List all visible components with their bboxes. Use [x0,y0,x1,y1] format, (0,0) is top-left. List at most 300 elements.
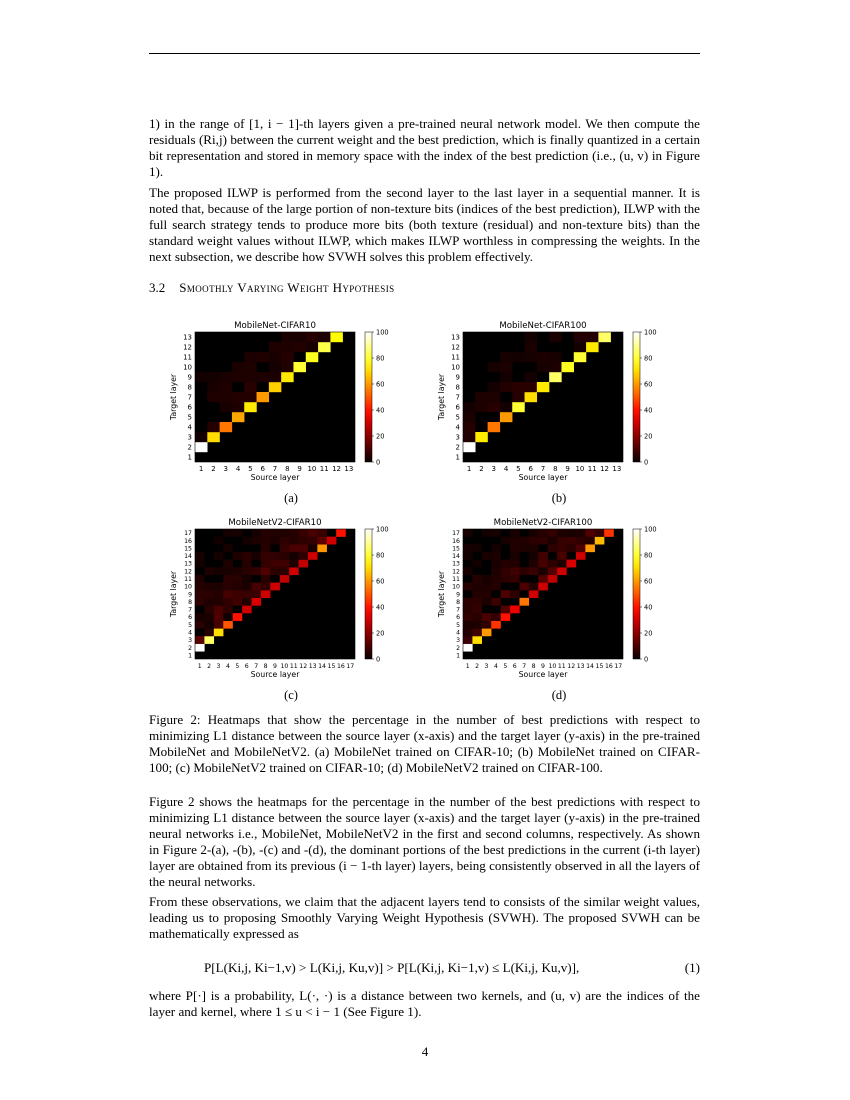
section-title: Smoothly Varying Weight Hypothesis [179,280,395,295]
heatmap-cell [280,552,290,560]
y-tick-label: 12 [451,343,460,352]
x-tick-label: 10 [307,465,317,473]
heatmap-cell [463,422,476,432]
heatmap-cell [270,537,280,545]
heatmap-cell [251,567,261,575]
heatmap-cell [244,372,257,382]
heatmap-cell [525,332,538,342]
heatmap-cell [595,529,605,537]
heatmap-cell [244,402,257,412]
heatmap-cell [269,372,282,382]
heatmap-cell [557,529,567,537]
colorbar-tick-label: 100 [376,525,389,534]
x-tick-label: 1 [198,465,204,473]
chart-title: MobileNetV2-CIFAR10 [228,518,322,528]
y-tick-label: 4 [188,629,192,637]
x-tick-label: 12 [600,465,609,473]
heatmap-cell [510,567,520,575]
heatmap-c [160,512,420,677]
heatmap-cell [261,575,271,583]
heatmap-cell [280,567,290,575]
x-tick-label: 8 [531,663,536,670]
heatmap-cell [207,382,220,392]
heatmap-cell [510,544,520,552]
x-tick-label: 5 [248,465,253,473]
heatmap-cell [214,605,224,613]
equation-body: P[L(Ki,j, Ki−1,v) > L(Ki,j, Ku,v)] > P[L(Ki,j, Ki−1,v) ≤ L(Ki,j, Ku,v)], [204,960,580,975]
heatmap-cell [537,382,550,392]
heatmap-cell [567,544,577,552]
heatmap-cell [463,432,476,442]
colorbar-tick-label: 60 [644,380,653,389]
heatmap-cell [257,372,270,382]
heatmap-cell [336,529,346,537]
heatmap-cell [204,613,214,621]
y-tick-label: 9 [456,591,460,599]
heatmap-cell [242,598,252,606]
x-tick-label: 7 [522,663,527,670]
heatmap-cell [281,362,294,372]
heatmap-cell [586,342,599,352]
y-tick-label: 2 [455,443,460,452]
colorbar [633,332,640,462]
y-tick-label: 1 [188,652,192,660]
colorbar-tick-label: 60 [376,380,385,389]
colorbar-tick-label: 0 [376,458,381,467]
x-tick-label: 13 [344,465,354,473]
x-tick-label: 1 [466,465,472,473]
heatmap-cell [576,537,586,545]
heatmap-cell [463,529,473,537]
heatmap-cell [223,621,233,629]
heatmap-cell [195,583,205,591]
heatmap-cell [501,560,511,568]
y-tick-label: 7 [456,606,460,614]
colorbar-tick-label: 20 [376,629,385,638]
y-tick-label: 9 [188,591,192,599]
heatmap-cell [557,544,567,552]
heatmap-cell [195,621,205,629]
x-tick-label: 14 [586,663,594,670]
colorbar-tick-label: 80 [644,354,653,363]
y-tick-label: 11 [183,353,192,362]
x-tick-label: 6 [260,465,265,473]
heatmap-cell [549,332,562,342]
y-tick-label: 5 [187,413,192,422]
heatmap-cell [463,644,473,652]
heatmap-cell [214,567,224,575]
heatmap-cell [195,613,205,621]
heatmap-cell [261,537,271,545]
heatmap-cell [317,544,327,552]
x-tick-label: 10 [548,663,557,670]
x-tick-label: 7 [540,465,546,473]
x-tick-label: 8 [285,465,290,473]
heatmap-cell [233,529,243,537]
heatmap-cell [525,382,538,392]
heatmap-cell [475,432,488,442]
x-tick-label: 17 [614,663,623,670]
heatmap-cell [232,362,245,372]
y-tick-label: 2 [187,443,192,452]
heatmap-cell [270,583,280,591]
heatmap-cell [242,575,252,583]
y-tick-label: 6 [188,614,192,622]
sublabel-d: (d) [551,688,567,702]
heatmap-cell [270,529,280,537]
heatmap-cell [491,552,501,560]
heatmap-cell [574,332,587,342]
heatmap-cell [270,567,280,575]
heatmap-cell [510,552,520,560]
heatmap-cell [482,590,492,598]
y-tick-label: 3 [188,637,192,645]
y-tick-label: 8 [187,383,192,392]
heatmap-cell [538,567,548,575]
heatmap-cell [501,613,511,621]
x-tick-label: 1 [465,663,470,670]
heatmap-cell [261,529,271,537]
heatmap-cell [482,613,492,621]
heatmap-cell [327,537,337,545]
heatmap-cell [232,402,245,412]
y-tick-label: 10 [184,583,192,591]
page-number: 4 [421,1044,429,1059]
colorbar-tick-label: 80 [376,354,385,363]
heatmap-cell [538,575,548,583]
y-axis-label: Target layer [437,373,446,421]
heatmap-cell [488,402,501,412]
y-tick-label: 2 [456,644,460,652]
heatmap-cell [574,352,587,362]
heatmap-cell [501,605,511,613]
heatmap-cell [482,552,492,560]
heatmap-cell [214,552,224,560]
heatmap-cell [538,560,548,568]
colorbar-tick-label: 40 [644,603,653,612]
y-tick-label: 3 [456,637,460,645]
heatmap-cell [519,544,529,552]
y-tick-label: 12 [452,568,460,576]
heatmap-cell [472,598,482,606]
x-tick-label: 6 [528,465,533,473]
heatmap-cell [242,567,252,575]
heatmap-cell [195,590,205,598]
heatmap-cell [223,605,233,613]
heatmap-cell [463,598,473,606]
x-tick-label: 15 [327,663,336,670]
heatmap-cell [280,575,290,583]
heatmap-b [428,315,688,480]
heatmap-cell [233,590,243,598]
y-tick-label: 11 [452,576,460,584]
heatmap-cell [491,598,501,606]
heatmap-cell [299,537,309,545]
heatmap-cell [472,636,482,644]
heatmap-cell [500,352,513,362]
y-tick-label: 15 [184,545,192,553]
heatmap-cell [576,529,586,537]
heatmap-cell [244,382,257,392]
heatmap-cell [220,422,233,432]
heatmap-cell [233,575,243,583]
heatmap-cell [269,382,282,392]
y-tick-label: 10 [452,583,460,591]
heatmap-cell [299,544,309,552]
heatmap-cell [463,621,473,629]
heatmap-cell [233,567,243,575]
heatmap-a [160,315,420,480]
y-tick-label: 13 [452,560,460,568]
y-axis-label: Target layer [437,570,446,618]
heatmap-cell [251,590,261,598]
heatmap-cell [232,372,245,382]
heatmap-cell [281,372,294,382]
heatmap-cell [232,392,245,402]
equation-1 [149,960,700,980]
figure-2 [160,315,690,700]
heatmap-cell [204,636,214,644]
x-tick-label: 2 [207,663,212,670]
heatmap-cell [195,598,205,606]
heatmap-cell [500,372,513,382]
heatmap-cell [251,598,261,606]
heatmap-cell [472,613,482,621]
heatmap-cell [557,537,567,545]
y-tick-label: 8 [456,598,460,606]
x-tick-label: 12 [299,663,308,670]
sublabel-b: (b) [551,491,567,505]
figure-panel-a [160,315,420,505]
heatmap-cell [525,372,538,382]
heatmap-cell [567,537,577,545]
heatmap-cell [585,529,595,537]
y-tick-label: 2 [188,644,192,652]
heatmap-cell [261,567,271,575]
heatmap-cell [548,567,558,575]
heatmap-cell [482,621,492,629]
heatmap-cell [512,352,525,362]
heatmap-cell [576,552,586,560]
x-tick-label: 6 [244,663,249,670]
heatmap-cell [519,567,529,575]
heatmap-cell [204,598,214,606]
y-tick-label: 13 [183,333,192,342]
x-tick-label: 16 [336,663,345,670]
heatmap-cell [280,560,290,568]
heatmap-cell [488,382,501,392]
x-tick-label: 10 [280,663,289,670]
x-tick-label: 4 [225,663,230,670]
section-number: 3.2 [149,280,166,295]
x-tick-label: 10 [575,465,585,473]
section-heading [149,280,700,296]
heatmap-cell [233,552,243,560]
heatmap-cell [318,342,331,352]
heatmap-cell [207,432,220,442]
heatmap-cell [318,332,331,342]
heatmap-cell [512,382,525,392]
x-tick-label: 5 [503,663,508,670]
y-tick-label: 12 [183,343,192,352]
x-tick-label: 2 [479,465,484,473]
heatmap-cell [463,442,476,452]
heatmap-cell [242,537,252,545]
heatmap-cell [214,537,224,545]
heatmap-cell [244,352,257,362]
colorbar-tick-label: 100 [376,328,389,337]
x-axis-label: Source layer [250,473,300,482]
x-tick-label: 12 [567,663,576,670]
heatmap-cell [548,575,558,583]
x-axis-label: Source layer [518,473,568,482]
heatmap-cell [281,332,294,342]
heatmap-cell [195,432,208,442]
heatmap-cell [233,583,243,591]
heatmap-cell [281,342,294,352]
paragraph-1: 1) in the range of [1, i − 1]-th layers given a pre-trained neural network model. We then compute the residuals (Ri,j) between the current weight and the best prediction, which is finally quantized in a certain bit representation and stored in memory space with the index of the best prediction (i.e., (u, v) in Figure 1). [149,116,700,179]
colorbar-tick-label: 20 [644,432,653,441]
heatmap-cell [538,552,548,560]
figure-panel-d [428,512,688,702]
paragraph-2: The proposed ILWP is performed from the second layer to the last layer in a sequential manner. It is noted that, because of the large portion of non-texture bits (indices of the best prediction), ILWP with the full search strategy tends to produce more bits (both texture (residual) and non-texture bits) than the standard weight values without ILWP, which makes ILWP worthless in compressing the weights. In the next subsection, we describe how SVWH solves this problem effectively. [149,185,700,264]
heatmap-cell [491,583,501,591]
heatmap-cell [576,544,586,552]
colorbar-tick-label: 60 [376,577,385,586]
colorbar-tick-label: 40 [376,406,385,415]
heatmap-cell [463,402,476,412]
heatmap-cell [244,392,257,402]
heatmap-cell [306,332,319,342]
heatmap-cell [549,372,562,382]
y-tick-label: 8 [188,598,192,606]
heatmap-cell [510,529,520,537]
heatmap-cell [214,583,224,591]
heatmap-cell [223,613,233,621]
heatmap-cell [207,422,220,432]
heatmap-cell [519,598,529,606]
x-tick-label: 3 [484,663,489,670]
x-tick-label: 13 [308,663,317,670]
colorbar-tick-label: 40 [376,603,385,612]
figure-caption: Figure 2: Heatmaps that show the percentage in the number of best predictions with respect to minimizing L1 distance between the source layer (x-axis) and the target layer (y-axis) in the pre-trained MobileNet and MobileNetV2. (a) MobileNet trained on CIFAR-10; (b) MobileNet trained on CIFAR-100; (c) MobileNetV2 trained on CIFAR-10; (d) MobileNetV2 trained on CIFAR-100. [149,712,700,775]
y-tick-label: 1 [187,453,192,462]
heatmap-cell [463,412,476,422]
x-tick-label: 9 [541,663,545,670]
y-tick-label: 7 [188,606,192,614]
heatmap-cell [586,332,599,342]
y-axis-label: Target layer [169,373,178,421]
y-tick-label: 16 [184,537,192,545]
y-tick-label: 6 [455,403,460,412]
heatmap-cell [500,382,513,392]
heatmap-cell [204,605,214,613]
heatmap-cell [306,342,319,352]
heatmap-cell [500,402,513,412]
y-tick-label: 11 [184,576,192,584]
heatmap-cell [472,590,482,598]
heatmap-cell [529,583,539,591]
heatmap-cell [251,537,261,545]
heatmap-cell [519,583,529,591]
chart-title: MobileNetV2-CIFAR100 [493,518,593,528]
paragraph-4: From these observations, we claim that the adjacent layers tend to consists of the similar weight values, leading us to proposing Smoothly Varying Weight Hypothesis (SVWH). The proposed SVWH can be mathematically expressed as [149,894,700,941]
y-tick-label: 1 [455,453,460,462]
heatmap-cell [299,529,309,537]
heatmap-cell [280,544,290,552]
heatmap-cell [472,544,482,552]
heatmap-cell [472,583,482,591]
heatmap-cell [463,583,473,591]
x-tick-label: 15 [595,663,604,670]
y-tick-label: 11 [451,353,460,362]
heatmap-cell [488,392,501,402]
sublabel-c: (c) [284,688,298,702]
y-tick-label: 1 [456,652,460,660]
y-tick-label: 13 [451,333,460,342]
heatmap-cell [293,362,306,372]
heatmap-cell [519,537,529,545]
heatmap-cell [214,598,224,606]
x-tick-label: 11 [587,465,597,473]
colorbar-tick-label: 0 [644,458,649,467]
heatmap-cell [317,537,327,545]
heatmap-cell [204,621,214,629]
heatmap-cell [491,560,501,568]
heatmap-cell [472,605,482,613]
heatmap-cell [463,544,473,552]
heatmap-cell [463,636,473,644]
colorbar-tick-label: 80 [644,551,653,560]
heatmap-cell [233,598,243,606]
colorbar-tick-label: 40 [644,406,653,415]
heatmap-cell [220,402,233,412]
heatmap-cell [289,544,299,552]
heatmap-cell [204,567,214,575]
x-axis-label: Source layer [250,670,300,679]
heatmap-cell [557,560,567,568]
heatmap-cell [269,362,282,372]
heatmap-cell [269,352,282,362]
y-tick-label: 5 [456,621,460,629]
heatmap-cell [223,567,233,575]
x-tick-label: 16 [604,663,613,670]
heatmap-cell [491,567,501,575]
y-tick-label: 7 [455,393,460,402]
y-tick-label: 17 [452,530,460,538]
heatmap-cell [463,628,473,636]
y-tick-label: 6 [456,614,460,622]
x-tick-label: 2 [211,465,216,473]
heatmap-cell [472,628,482,636]
heatmap-cell [475,392,488,402]
header-rule [149,53,700,54]
heatmap-cell [308,529,318,537]
y-tick-label: 3 [187,433,192,442]
y-tick-label: 7 [187,393,192,402]
y-tick-label: 9 [187,373,192,382]
x-tick-label: 1 [197,663,202,670]
heatmap-cell [549,352,562,362]
heatmap-cell [491,575,501,583]
heatmap-cell [220,382,233,392]
heatmap-cell [232,412,245,422]
equation-number: (1) [684,960,700,975]
heatmap-cell [270,552,280,560]
heatmap-cell [204,590,214,598]
x-tick-label: 4 [235,465,241,473]
heatmap-cell [280,529,290,537]
